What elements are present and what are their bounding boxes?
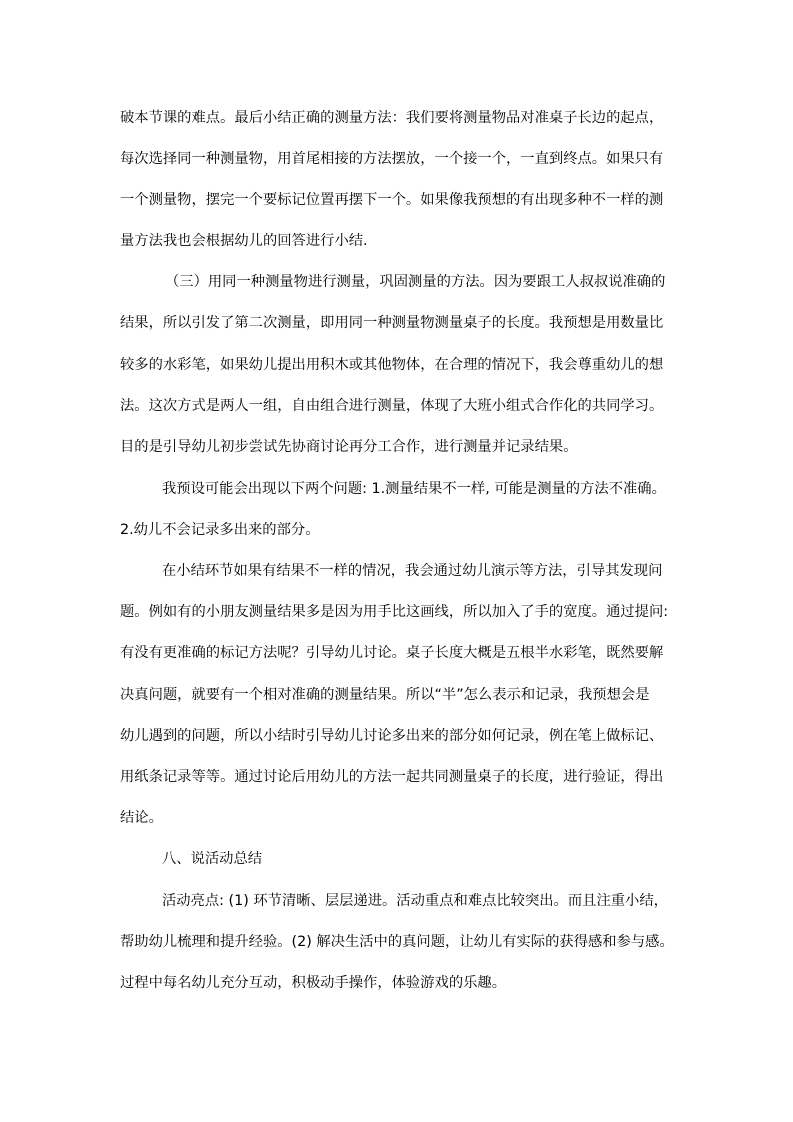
paragraph-line: 量方法我也会根据幼儿的回答进行小结. xyxy=(120,233,368,249)
paragraph-line: 活动亮点: (1) 环节清晰、层层递进。活动重点和难点比较突出。而且注重小结， xyxy=(162,893,668,909)
paragraph-line: 结果，所以引发了第二次测量，即用同一种测量物测量桌子的长度。我预想是用数量比 xyxy=(120,315,664,331)
paragraph-line: 有没有更准确的标记方法呢？引导幼儿讨论。桌子长度大概是五根半水彩笔，既然要解 xyxy=(120,645,664,661)
paragraph-line: 每次选择同一种测量物，用首尾相接的方法摆放，一个接一个，一直到终点。如果只有 xyxy=(120,151,664,167)
paragraph-line: 目的是引导幼儿初步尝试先协商讨论再分工合作，进行测量并记录结果。 xyxy=(120,439,578,455)
paragraph-line: 幼儿遇到的问题，所以小结时引导幼儿讨论多出来的部分如何记录，例在笔上做标记、 xyxy=(120,728,664,744)
paragraph-line: 决真问题，就要有一个相对准确的测量结果。所以“半”怎么表示和记录，我预想会是 xyxy=(120,687,650,703)
paragraph-line: 题。例如有的小朋友测量结果多是因为用手比这画线，所以加入了手的宽度。通过提问: xyxy=(120,604,669,620)
paragraph-line: 帮助幼儿梳理和提升经验。(2) 解决生活中的真问题，让幼儿有实际的获得感和参与感。 xyxy=(120,934,674,950)
paragraph-line: 过程中每名幼儿充分互动，积极动手操作，体验游戏的乐趣。 xyxy=(120,975,507,991)
paragraph-line: 2.幼儿不会记录多出来的部分。 xyxy=(120,522,320,538)
paragraph-line: 破本节课的难点。最后小结正确的测量方法：我们要将测量物品对准桌子长边的起点， xyxy=(120,110,664,126)
paragraph-line: 一个测量物，摆完一个要标记位置再摆下一个。如果像我预想的有出现多种不一样的测 xyxy=(120,192,664,208)
paragraph-line: 较多的水彩笔，如果幼儿提出用积木或其他物体，在合理的情况下，我会尊重幼儿的想 xyxy=(120,357,664,373)
section-heading: 八、说活动总结 xyxy=(162,851,263,867)
paragraph-line: 在小结环节如果有结果不一样的情况，我会通过幼儿演示等方法，引导其发现问 xyxy=(162,563,663,579)
paragraph-line: 用纸条记录等等。通过讨论后用幼儿的方法一起共同测量桌子的长度，进行验证，得出 xyxy=(120,769,664,785)
paragraph-line: 法。这次方式是两人一组，自由组合进行测量，体现了大班小组式合作化的共同学习。 xyxy=(120,398,664,414)
paragraph-line: 结论。 xyxy=(120,810,163,826)
paragraph-line: （三）用同一种测量物进行测量，巩固测量的方法。因为要跟工人叔叔说准确的 xyxy=(165,274,666,290)
paragraph-line: 我预设可能会出现以下两个问题: 1.测量结果不一样, 可能是测量的方法不准确。 xyxy=(162,481,666,497)
